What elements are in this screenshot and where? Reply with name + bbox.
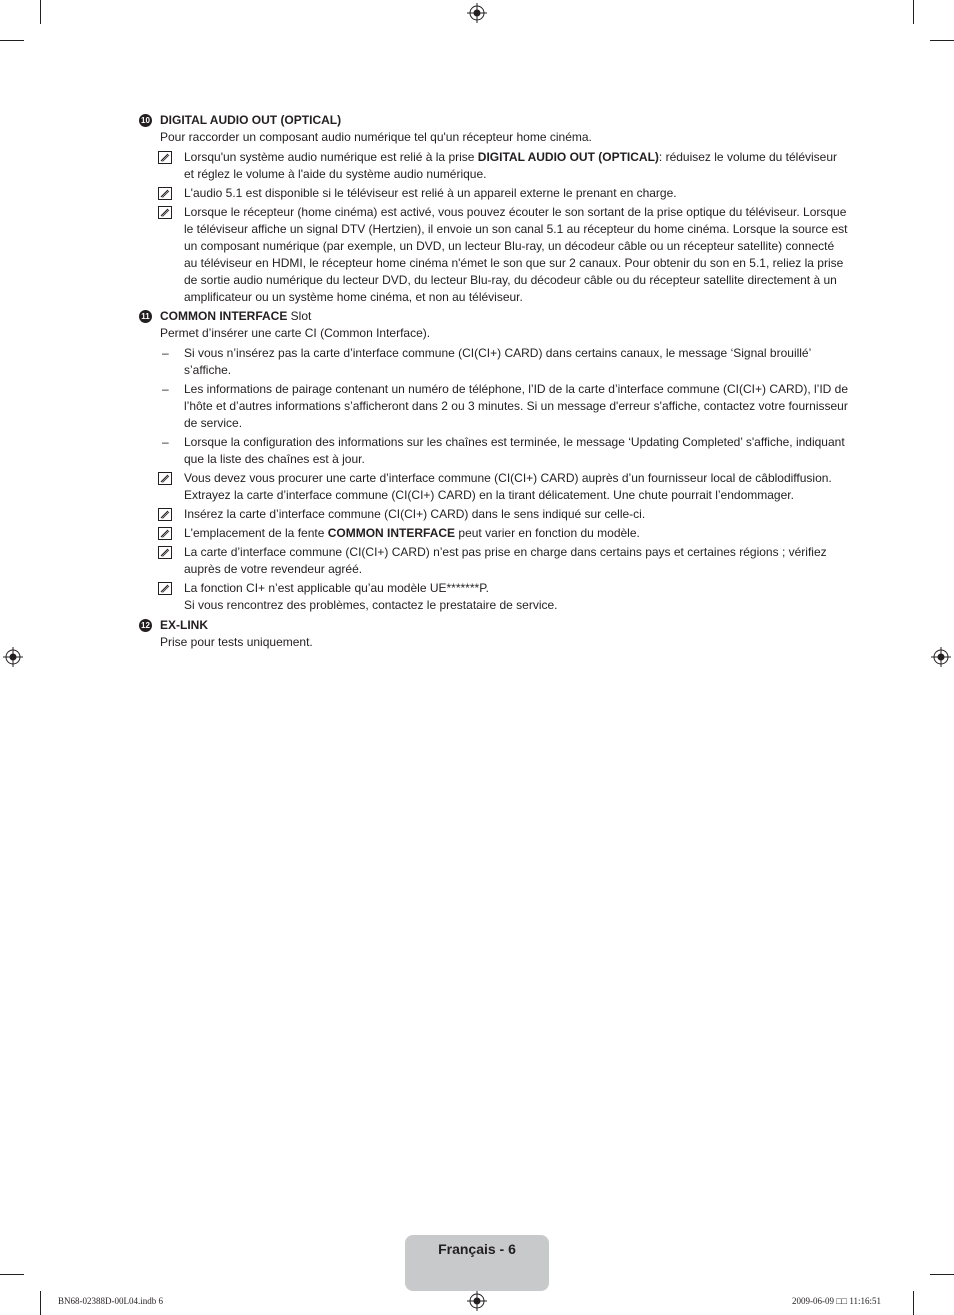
section-number-badge: 11 <box>139 310 152 323</box>
section-number-badge: 12 <box>139 619 152 632</box>
dash-bullet: – <box>162 435 169 449</box>
note-text: La carte d’interface commune (CI(CI+) CARD) n’est pas prise en charge dans certains pays et certaines régions ; vérifiez auprès de votre revendeur agréé. <box>184 545 827 576</box>
section-description: Pour raccorder un composant audio numérique tel qu'un récepteur home cinéma. <box>160 130 592 144</box>
note-text: Vous devez vous procurer une carte d’interface commune (CI(CI+) CARD) auprès d’un fournisseur local de câblodiffusion. Extrayez la carte d’interface commune (CI(CI+) CARD) en la tirant délicatement. Une chute pourrait l’endommager. <box>184 471 832 502</box>
dash-text: Lorsque la configuration des informations sur les chaînes est terminée, le message ‘Updating Completed’ s'affiche, indiquant que la liste des chaînes est à jour. <box>184 435 845 466</box>
note-pencil-icon <box>158 508 172 521</box>
note-pencil-icon <box>158 472 172 485</box>
dash-text: Les informations de pairage contenant un numéro de téléphone, l’ID de la carte d’interface commune (CI(CI+) CARD), l’ID de l’hôte et d’autres informations s’afficheront dans 2 ou 3 minutes. Si un message d'erreur s'affiche, contactez votre fournisseur de service. <box>184 382 849 430</box>
note-item <box>139 149 849 183</box>
note-item <box>139 525 849 542</box>
note-text: L'audio 5.1 est disponible si le téléviseur est relié à un appareil externe le prenant en charge. <box>184 186 677 200</box>
crop-mark-top-right-v <box>913 0 914 24</box>
registration-mark-icon <box>467 1291 487 1311</box>
note-item <box>139 580 849 597</box>
note-pencil-icon <box>158 527 172 540</box>
registration-mark-icon <box>467 3 487 23</box>
crop-mark-bottom-left-v <box>40 1291 41 1315</box>
note-pencil-icon <box>158 546 172 559</box>
print-slug-left: BN68-02388D-00L04.indb 6 <box>58 1296 163 1306</box>
crop-mark-bottom-left-h <box>0 1274 24 1275</box>
note-subtext: Si vous rencontrez des problèmes, contactez le prestataire de service. <box>184 598 558 612</box>
registration-mark-icon <box>3 647 23 667</box>
section-heading-common-interface <box>139 308 849 325</box>
dash-item <box>139 381 849 432</box>
note-text: : réduisez le volume du téléviseur et réglez le volume à l'aide du système audio numérique. <box>184 150 837 181</box>
dash-bullet: – <box>162 346 169 360</box>
section-title: COMMON INTERFACE <box>160 309 288 323</box>
crop-mark-top-right-h <box>930 40 954 41</box>
note-text: Insérez la carte d’interface commune (CI(CI+) CARD) dans le sens indiqué sur celle-ci. <box>184 507 646 521</box>
section-heading-ex-link <box>139 617 849 634</box>
dash-item <box>139 434 849 468</box>
note-text: peut varier en fonction du modèle. <box>455 526 640 540</box>
note-item <box>139 470 849 504</box>
print-slug-right: 2009-06-09 □□ 11:16:51 <box>792 1296 882 1306</box>
section-description: Permet d’insérer une carte CI (Common Interface). <box>160 326 431 340</box>
note-text: L'emplacement de la fente <box>184 526 328 540</box>
page-number-label: Français - 6 <box>438 1241 516 1257</box>
note-pencil-icon <box>158 206 172 219</box>
note-pencil-icon <box>158 151 172 164</box>
note-item <box>139 506 849 523</box>
note-text-bold: DIGITAL AUDIO OUT (OPTICAL) <box>477 150 659 164</box>
crop-mark-top-left-v <box>40 0 41 24</box>
section-title: DIGITAL AUDIO OUT (OPTICAL) <box>160 113 342 127</box>
crop-mark-bottom-right-v <box>913 1291 914 1315</box>
section-description: Prise pour tests uniquement. <box>160 635 313 649</box>
note-item <box>139 185 849 202</box>
section-title: EX-LINK <box>160 618 208 632</box>
registration-mark-icon <box>931 647 951 667</box>
section-number-badge: 10 <box>139 114 152 127</box>
note-text: Lorsque le récepteur (home cinéma) est activé, vous pouvez écouter le son sortant de la prise optique du téléviseur. Lorsque le téléviseur affiche un signal DTV (Hertzien), il envoie un son canal 5.1 au récepteur du home cinéma. Lorsque la source est un composant numérique (par exemple, un DVD, un lecteur Blu-ray, un décodeur câble ou un récepteur satellite) connecté au téléviseur en HDMI, le récepteur home cinéma n'émet le son que sur 2 canaux. Pour obtenir du son en 5.1, reliez la prise de sortie audio numérique du lecteur DVD, du lecteur Blu-ray, du décodeur câble ou du récepteur satellite directement à un amplificateur ou un système home cinéma, et non au téléviseur. <box>184 205 848 304</box>
crop-mark-top-left-h <box>0 40 24 41</box>
note-item <box>139 544 849 578</box>
dash-text: Si vous n’insérez pas la carte d’interface commune (CI(CI+) CARD) dans certains canaux, le message ‘Signal brouillé’ s’affiche. <box>184 346 811 377</box>
note-pencil-icon <box>158 582 172 595</box>
dash-bullet: – <box>162 382 169 396</box>
note-text: La fonction CI+ n’est applicable qu’au modèle UE*******P. <box>184 581 489 595</box>
crop-mark-bottom-right-h <box>930 1274 954 1275</box>
note-text-bold: COMMON INTERFACE <box>327 526 456 540</box>
section-title-suffix: Slot <box>287 309 312 323</box>
note-text: Lorsqu'un système audio numérique est relié à la prise <box>184 150 478 164</box>
manual-content <box>139 110 849 654</box>
note-pencil-icon <box>158 187 172 200</box>
section-heading-digital-audio-out <box>139 112 849 129</box>
dash-item <box>139 345 849 379</box>
note-item <box>139 204 849 306</box>
